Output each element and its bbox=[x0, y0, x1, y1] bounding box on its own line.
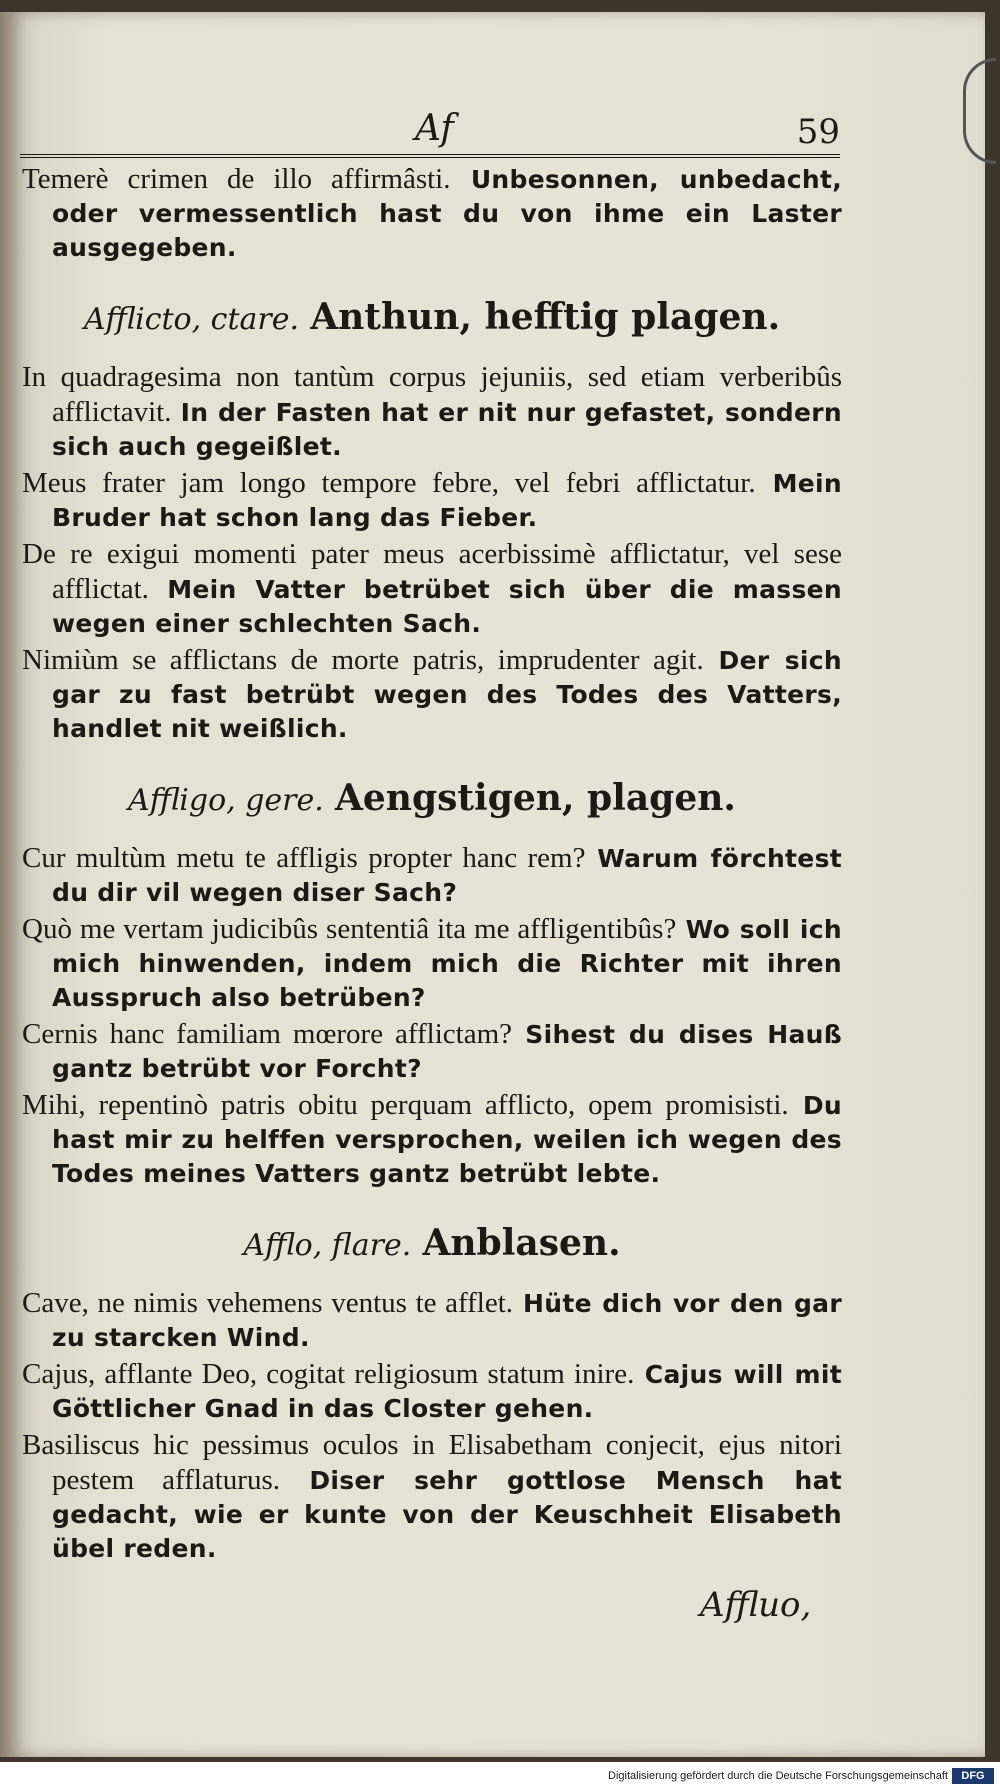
dictionary-entry bbox=[22, 1221, 842, 1566]
german-translation: Du hast mir zu helffen versprochen, weilen ich wegen des Todes meines Vatters gantz betrübt lebte. bbox=[52, 1091, 842, 1188]
german-translation: Mein Vatter betrübet sich über die massen wegen einer schlechten Sach. bbox=[52, 575, 843, 638]
german-translation: Cajus will mit Göttlicher Gnad in das Closter gehen. bbox=[52, 1360, 842, 1423]
example-sentence bbox=[22, 1088, 842, 1191]
latin-sentence: Quò me vertam judicibûs sententiâ ita me affligentibûs? bbox=[22, 913, 677, 945]
lemma-german: Aengstigen, plagen. bbox=[334, 777, 736, 819]
example-sentence bbox=[22, 360, 842, 464]
page-header bbox=[20, 108, 840, 158]
latin-sentence: De re exigui momenti pater meus acerbissimè afflictatur, vel sese afflictat. bbox=[22, 538, 842, 605]
dictionary-text bbox=[22, 162, 842, 1568]
digitization-credit: Digitalisierung gefördert durch die Deutsche Forschungsgemeinschaft bbox=[608, 1770, 948, 1782]
german-translation: In der Fasten hat er nit nur gefastet, sondern sich auch gegeißlet. bbox=[52, 398, 842, 461]
example-sentence bbox=[22, 1357, 842, 1426]
latin-sentence: Cave, ne nimis vehemens ventus te afflet. bbox=[22, 1287, 514, 1319]
example-sentence bbox=[22, 537, 842, 641]
dictionary-entry bbox=[22, 295, 842, 746]
catchword: Affluo, bbox=[700, 1585, 812, 1625]
example-sentence bbox=[22, 1428, 842, 1566]
example-sentence bbox=[22, 466, 842, 535]
german-translation: Sihest du dises Hauß gantz betrübt vor Forcht? bbox=[52, 1020, 843, 1083]
latin-sentence: Nimiùm se afflictans de morte patris, imprudenter agit. bbox=[22, 644, 704, 676]
dictionary-entry bbox=[22, 776, 842, 1191]
lemma-heading bbox=[22, 295, 842, 342]
latin-sentence: Cur multùm metu te affligis propter hanc rem? bbox=[22, 842, 586, 874]
example-sentence bbox=[22, 841, 842, 910]
example-sentence bbox=[22, 1017, 842, 1086]
lemma-latin: Affligo, gere. bbox=[128, 783, 324, 818]
latin-sentence: In quadragesima non tantùm corpus jejuniis, sed etiam verberibûs afflictavit. bbox=[22, 361, 842, 428]
latin-sentence: Mihi, repentinò patris obitu perquam afflicto, opem promisisti. bbox=[22, 1089, 789, 1121]
german-translation: Warum förchtest du dir vil wegen diser Sach? bbox=[52, 844, 842, 907]
example-sentence bbox=[22, 162, 842, 265]
example-sentence bbox=[22, 912, 842, 1015]
latin-sentence: Basiliscus hic pessimus oculos in Elisabetham conjecit, ejus nitori pestem afflaturus. bbox=[22, 1429, 842, 1496]
german-translation: Hüte dich vor den gar zu starcken Wind. bbox=[52, 1289, 842, 1352]
lemma-heading bbox=[22, 776, 842, 823]
example-sentence bbox=[22, 643, 842, 746]
running-head: Af bbox=[415, 108, 454, 149]
lemma-latin: Afflo, flare. bbox=[243, 1228, 412, 1263]
lemma-german: Anthun, hefftig plagen. bbox=[310, 296, 781, 338]
latin-sentence: Cajus, afflante Deo, cogitat religiosum statum inire. bbox=[22, 1358, 635, 1390]
german-translation: Diser sehr gottlose Mensch hat gedacht, wie er kunte von der Keuschheit Elisabeth übel reden. bbox=[52, 1466, 842, 1563]
german-translation: Wo soll ich mich hinwenden, indem mich die Richter mit ihren Ausspruch also betrüben? bbox=[52, 915, 842, 1012]
dictionary-entry bbox=[22, 162, 842, 265]
latin-sentence: Cernis hanc familiam mœrore afflictam? bbox=[22, 1018, 513, 1050]
page-number: 59 bbox=[796, 112, 840, 152]
german-translation: Der sich gar zu fast betrübt wegen des Todes des Vatters, handlet nit weißlich. bbox=[52, 646, 842, 743]
lemma-german: Anblasen. bbox=[422, 1222, 621, 1264]
lemma-latin: Afflicto, ctare. bbox=[83, 302, 300, 337]
page-clip bbox=[963, 58, 996, 164]
example-sentence bbox=[22, 1286, 842, 1355]
dfg-logo: DFG bbox=[952, 1768, 994, 1784]
latin-sentence: Temerè crimen de illo affirmâsti. bbox=[22, 163, 451, 195]
lemma-heading bbox=[22, 1221, 842, 1268]
german-translation: Unbesonnen, unbedacht, oder vermessentlich hast du von ihme ein Laster ausgegeben. bbox=[52, 165, 842, 262]
german-translation: Mein Bruder hat schon lang das Fieber. bbox=[52, 469, 842, 532]
latin-sentence: Meus frater jam longo tempore febre, vel febri afflictatur. bbox=[22, 467, 756, 499]
